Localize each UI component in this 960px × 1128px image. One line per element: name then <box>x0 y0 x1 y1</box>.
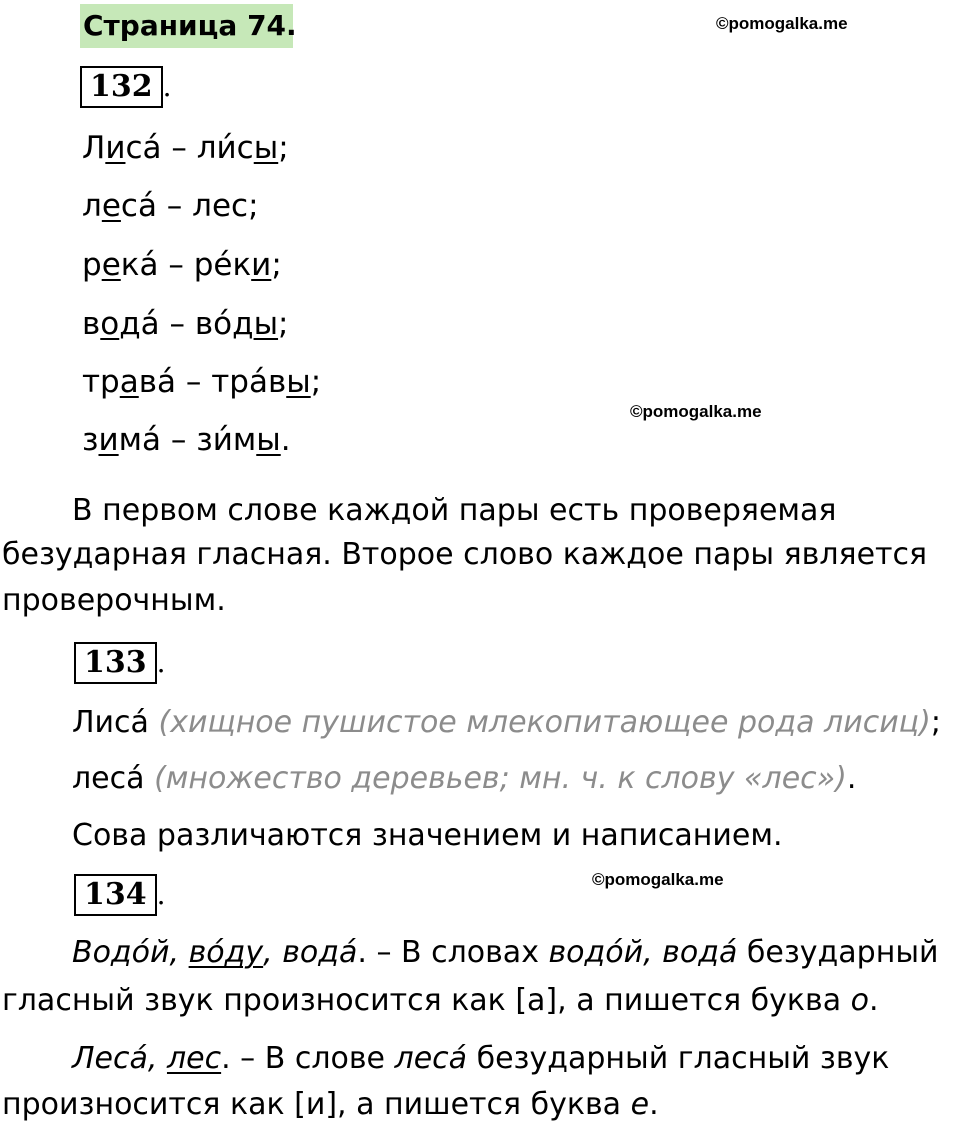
definition-line: леса́ (множество деревьев; мн. ч. к слову «лес»). <box>72 761 857 796</box>
paragraph-line: Водо́й, во́ду, вода́. – В словах водо́й, вода́ безударный <box>72 935 939 970</box>
paragraph-line: проверочным. <box>2 583 226 618</box>
word-pair: река́ – ре́ки; <box>82 247 282 283</box>
watermark: ©pomogalka.me <box>630 402 762 421</box>
page-title: Страница 74. <box>80 4 293 48</box>
paragraph-line: Леса́, лес. – В слове леса́ безударный гласный звук <box>72 1041 890 1076</box>
watermark: ©pomogalka.me <box>716 14 848 33</box>
word-pair: вода́ – во́ды; <box>82 306 289 342</box>
paragraph-line: гласный звук произносится как [а], а пишется буква о. <box>2 983 879 1018</box>
exercise-number-box: 134 <box>74 874 157 916</box>
exercise-number-box: 132 <box>80 66 163 108</box>
word: леса́ <box>72 761 145 796</box>
exercise-number-dot: . <box>162 70 172 103</box>
exercise-number-133 <box>74 642 166 684</box>
exercise-number-box: 133 <box>74 642 157 684</box>
paragraph-line: безударная гласная. Второе слово каждое пары является <box>2 537 928 572</box>
definition: (хищное пушистое млекопитающее рода лисиц) <box>158 705 931 740</box>
exercise-number-dot: . <box>156 878 166 911</box>
definition: (множество деревьев; мн. ч. к слову «лес») <box>154 761 847 796</box>
word-pair: зима́ – зи́мы. <box>82 422 291 458</box>
exercise-number-dot: . <box>156 646 166 679</box>
word-pair: леса́ – лес; <box>82 188 259 224</box>
conclusion-line: Сова различаются значением и написанием. <box>72 818 783 853</box>
exercise-number-132 <box>80 66 172 108</box>
paragraph-line: В первом слове каждой пары есть проверяемая <box>72 493 837 528</box>
definition-line: Лиса́ (хищное пушистое млекопитающее рода лисиц); <box>72 705 941 740</box>
watermark: ©pomogalka.me <box>592 870 724 889</box>
word-pair: трава́ – тра́вы; <box>82 364 322 400</box>
exercise-number-134 <box>74 874 166 916</box>
paragraph-line: произносится как [и], а пишется буква е. <box>2 1087 659 1122</box>
word-pair: Лиса́ – ли́сы; <box>82 130 289 166</box>
word: Лиса́ <box>72 705 149 740</box>
